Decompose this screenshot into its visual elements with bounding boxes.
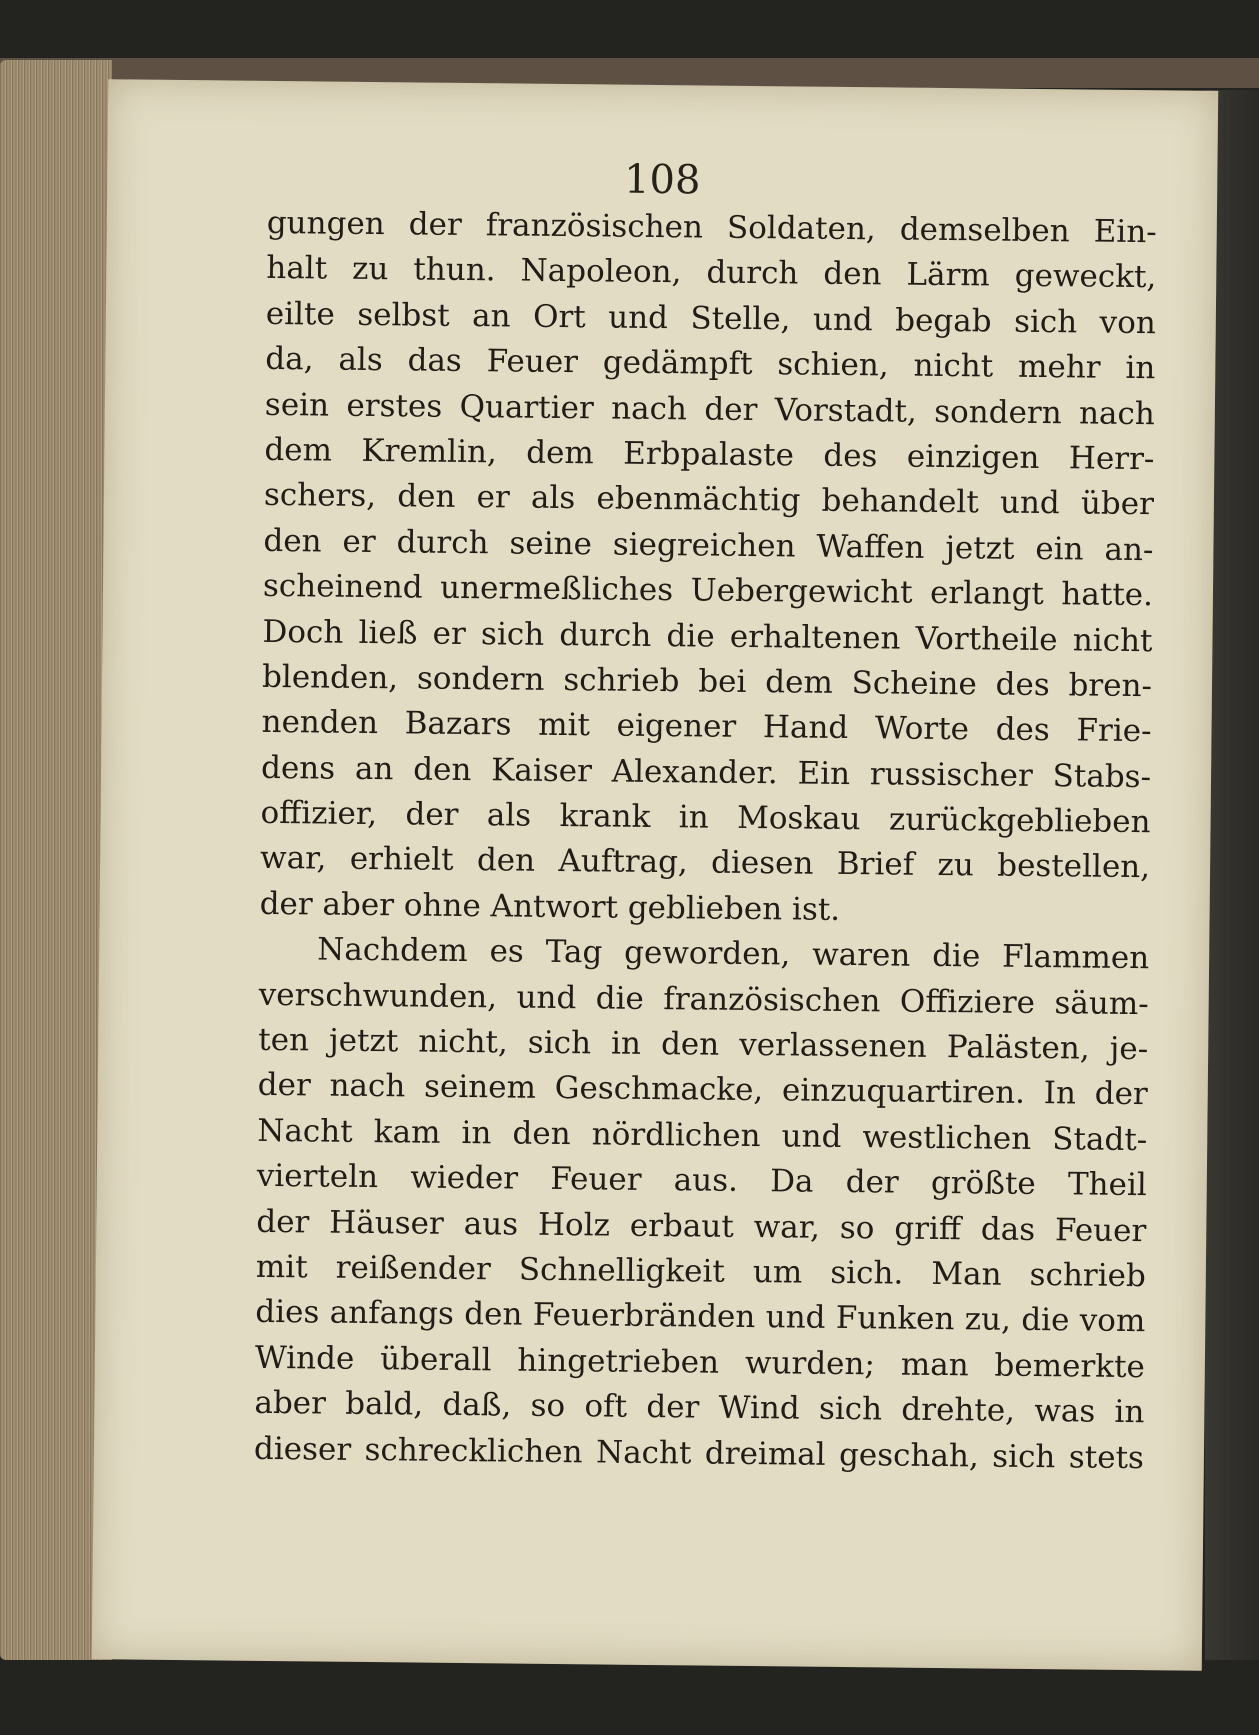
text-line: der nach seinem Geschmacke, einzuquartiren. In der	[257, 1067, 1148, 1113]
text-line: schers, den er als ebenmächtig behandelt und über	[263, 477, 1155, 523]
text-line: scheinend unermeßliches Uebergewicht erlangt hatte.	[262, 568, 1154, 614]
text-line: nenden Bazars mit eigener Hand Worte des Frie-	[261, 704, 1152, 750]
text-line: dies anfangs den Feuerbränden und Funken zu, die vom	[255, 1294, 1146, 1340]
text-line: blenden, sondern schrieb bei dem Scheine des bren-	[261, 658, 1153, 705]
text-line: gungen der französischen Soldaten, demselben Ein-	[266, 204, 1157, 251]
text-line: dens an den Kaiser Alexander. Ein russischer Stabs-	[260, 749, 1152, 795]
paragraph-1	[259, 201, 1157, 937]
text-line: dem Kremlin, dem Erbpalaste des einzigen Herr-	[264, 431, 1155, 478]
text-line: sein erstes Quartier nach der Vorstadt, sondern nach	[264, 386, 1156, 432]
text-line: verschwunden, und die französischen Offiziere säum-	[258, 976, 1149, 1022]
text-line: Winde überall hingetrieben wurden; man bemerkte	[254, 1339, 1146, 1385]
text-line: vierteln wieder Feuer aus. Da der größte Theil	[256, 1158, 1147, 1204]
text-line: den er durch seine siegreichen Waffen jetzt ein an-	[263, 522, 1154, 568]
text-line: dieser schrecklichen Nacht dreimal geschah, sich stets	[253, 1430, 1145, 1476]
text-line: der aber ohne Antwort geblieben ist.	[259, 885, 841, 928]
text-line: ten jetzt nicht, sich in den verlassenen Palästen, je-	[258, 1021, 1149, 1068]
text-line: mit reißender Schnelligkeit um sich. Man schrieb	[255, 1248, 1147, 1295]
text-line: offizier, der als krank in Moskau zurückgeblieben	[260, 794, 1151, 841]
body-text	[254, 201, 1157, 1481]
text-line: da, als das Feuer gedämpft schien, nicht mehr in	[265, 341, 1156, 387]
text-line: eilte selbst an Ort und Stelle, und begab sich von	[265, 295, 1156, 341]
text-line: aber bald, daß, so oft der Wind sich drehte, was in	[254, 1384, 1145, 1431]
text-line: war, erhielt den Auftrag, diesen Brief zu bestellen,	[259, 840, 1151, 886]
text-line: halt zu thun. Napoleon, durch den Lärm geweckt,	[266, 250, 1157, 296]
text-line: der Häuser aus Holz erbaut war, so griff das Feuer	[256, 1203, 1147, 1249]
text-line: Doch ließ er sich durch die erhaltenen Vortheile nicht	[262, 613, 1153, 659]
page-number: 108	[623, 156, 701, 204]
book-page	[92, 79, 1218, 1671]
text-line: Nacht kam in den nördlichen und westlichen Stadt-	[257, 1112, 1148, 1158]
text-line: Nachdem es Tag geworden, waren die Flammen	[317, 931, 1150, 977]
paragraph-2	[254, 927, 1150, 1481]
